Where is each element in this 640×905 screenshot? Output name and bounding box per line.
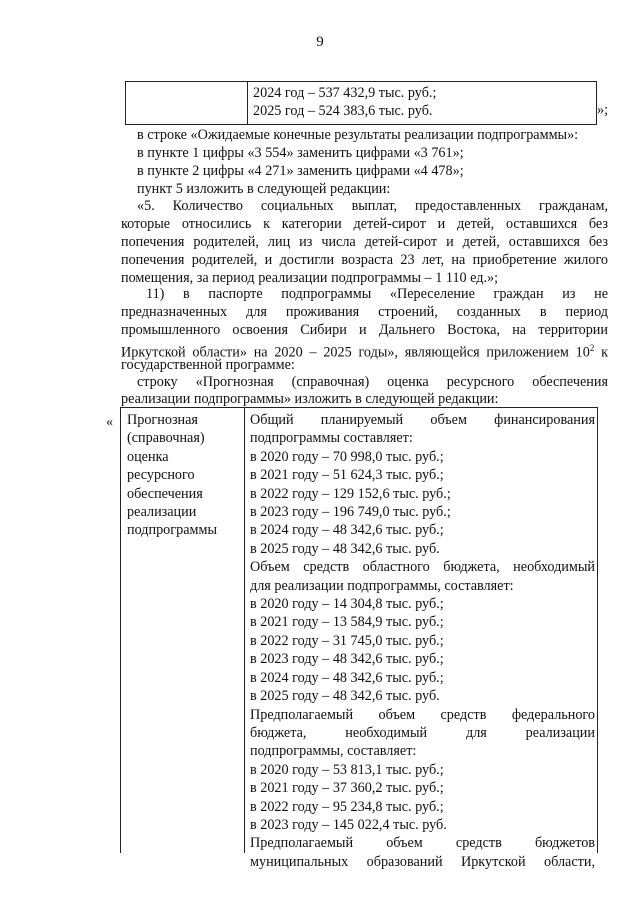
left-cell-line: (справочная) (127, 430, 205, 447)
item5-line: «5. Количество социальных выплат, предоставленных гражданам, (137, 198, 608, 214)
table-divider (244, 408, 245, 853)
right-cell-line: в 2023 году – 145 022,4 тыс. руб. (250, 816, 447, 833)
left-cell-line: реализации (127, 504, 197, 521)
right-cell-line: в 2023 году – 48 342,6 тыс. руб.; (250, 651, 444, 668)
right-cell-line: в 2020 году – 70 998,0 тыс. руб.; (250, 448, 444, 465)
item11-line: государственной программе: (121, 357, 295, 373)
left-cell-line: обеспечения (127, 485, 203, 502)
right-cell-line: в 2024 году – 48 342,6 тыс. руб.; (250, 669, 444, 686)
right-cell-line: в 2024 году – 48 342,6 тыс. руб.; (250, 522, 444, 539)
item11-line: промышленного освоения Сибири и Дальнего Востока, на территории (121, 322, 608, 338)
paragraph: пункт 5 изложить в следующей редакции: (137, 181, 391, 197)
item11-line: 11) в паспорте подпрограммы «Переселение граждан из не (146, 286, 608, 302)
paragraph: в пункте 2 цифры «4 271» заменить цифрами «4 478»; (137, 163, 464, 179)
right-cell-line: Предполагаемый объем средств федерального (250, 706, 595, 723)
top-table-line: 2024 год – 537 432,9 тыс. руб.; (253, 85, 437, 101)
top-table (125, 81, 597, 125)
row-instruction-line: строку «Прогнозная (справочная) оценка ресурсного обеспечения (137, 374, 608, 390)
paragraph: в строке «Ожидаемые конечные результаты реализации подпрограммы»: (137, 127, 579, 143)
right-cell-line: в 2025 году – 48 342,6 тыс. руб. (250, 688, 440, 705)
top-table-line: 2025 год – 524 383,6 тыс. руб. (253, 103, 433, 119)
table-open-quote: « (106, 414, 114, 430)
item11-superscript: 2 (589, 343, 595, 353)
right-cell-line: в 2025 году – 48 342,6 тыс. руб. (250, 540, 440, 557)
item5-line: попечения родителей, и достигли возраста 23 лет, на приобретение жилого (121, 252, 608, 268)
right-cell-line: Предполагаемый объем средств бюджетов (250, 835, 595, 852)
item11-text: Иркутской области» на 2020 – 2025 годы», являющейся приложением 10 (121, 344, 590, 361)
right-cell-line: в 2021 году – 51 624,3 тыс. руб.; (250, 467, 444, 484)
top-table-right-cell (253, 84, 436, 120)
right-cell-line: в 2022 году – 31 745,0 тыс. руб.; (250, 632, 444, 649)
table-right-cell (250, 411, 595, 871)
right-cell-line: подпрограммы составляет: (250, 430, 413, 447)
right-cell-line: в 2023 году – 196 749,0 тыс. руб.; (250, 504, 451, 521)
table-left-cell (127, 411, 217, 540)
right-cell-line: в 2021 году – 37 360,2 тыс. руб.; (250, 780, 444, 797)
right-cell-line: бюджета, необходимый для реализации (250, 724, 595, 741)
left-cell-line: подпрограммы (127, 522, 217, 539)
right-cell-line: в 2020 году – 14 304,8 тыс. руб.; (250, 596, 444, 613)
right-cell-line: в 2022 году – 129 152,6 тыс. руб.; (250, 485, 451, 502)
right-cell-line: в 2020 году – 53 813,1 тыс. руб.; (250, 761, 444, 778)
right-cell-line: в 2022 году – 95 234,8 тыс. руб.; (250, 798, 444, 815)
left-cell-line: Прогнозная (127, 412, 198, 428)
paragraph: в пункте 1 цифры «3 554» заменить цифрами «3 761»; (137, 145, 464, 161)
right-cell-line: подпрограммы, составляет: (250, 743, 417, 760)
page-number: 9 (316, 34, 324, 50)
right-cell-line: Общий планируемый объем финансирования (250, 412, 595, 428)
item11-line: предназначенных для проживания строений, созданных в период (121, 304, 608, 320)
right-cell-line: для реализации подпрограммы, составляет: (250, 577, 514, 594)
right-cell-line: муниципальных образований Иркутской области, (250, 853, 595, 870)
left-cell-line: ресурсного (127, 467, 195, 484)
top-table-close-mark: »; (597, 102, 609, 118)
row-instruction-line: реализации подпрограммы» изложить в следующей редакции: (121, 391, 499, 407)
item5-line: которые относились к категории детей-сирот и детей, оставшихся без (121, 216, 608, 232)
item11-tail: к (594, 344, 608, 361)
right-cell-line: в 2021 году – 13 584,9 тыс. руб.; (250, 614, 444, 631)
item5-line: помещения, за период реализации подпрограммы – 1 110 ед.»; (121, 270, 499, 286)
item5-line: попечения родителей, лиц из числа детей-сирот и детей, оставшихся без (121, 234, 608, 250)
resource-table (120, 407, 598, 870)
right-cell-line: Объем средств областного бюджета, необходимый (250, 559, 595, 576)
left-cell-line: оценка (127, 448, 169, 465)
top-table-left-cell (126, 82, 248, 124)
